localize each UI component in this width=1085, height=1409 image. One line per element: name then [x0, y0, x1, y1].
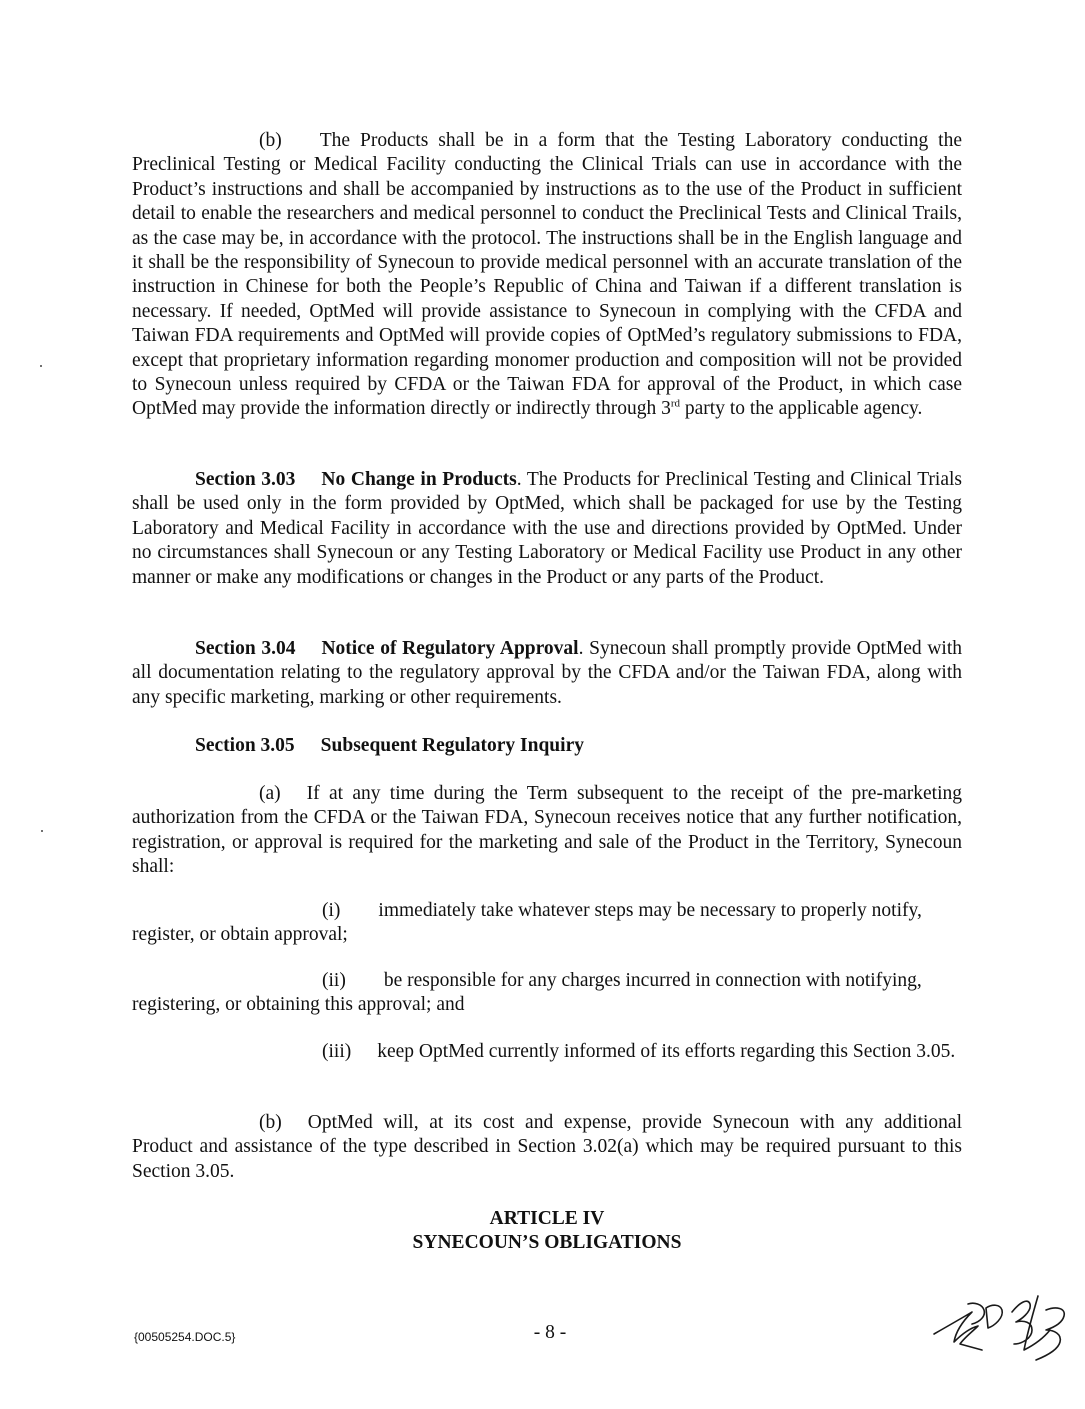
signature-stroke [1036, 1308, 1064, 1360]
section-3-03 [132, 468, 962, 590]
list-label: (iii) [322, 1041, 352, 1062]
section-title: Subsequent Regulatory Inquiry [320, 735, 584, 756]
paragraph-text: keep OptMed currently informed of its efforts regarding this Section 3.05. [377, 1041, 956, 1062]
list-label: (b) [259, 1112, 282, 1133]
paragraph-3-02-b [132, 129, 962, 422]
list-label: (b) [259, 130, 282, 151]
signature-stroke [1012, 1301, 1032, 1344]
signature-stroke [986, 1305, 1002, 1328]
section-title: No Change in Products [321, 469, 517, 490]
paragraph-text-tail: party to the applicable agency. [680, 398, 923, 420]
article-title: SYNECOUN’S OBLIGATIONS [412, 1232, 682, 1254]
list-label: (i) [322, 900, 341, 921]
list-label: (a) [259, 783, 281, 804]
paragraph-3-05-a [132, 782, 962, 880]
section-3-05-heading [132, 734, 962, 758]
section-3-04 [132, 637, 962, 710]
section-number: Section 3.03 [195, 469, 296, 490]
article-number: ARTICLE IV [489, 1208, 605, 1229]
paragraph-text: The Products shall be in a form that the Testing Laboratory conducting the Preclinical Testing or Medical Facility conducting the Clinical Trials can use in accordance with the Product’s instructions and shall be accompanied by instructions as to the use of the Product in sufficient detail to enable the researchers and medical personnel to conduct the Preclinical Tests and Clinical Trails, as the case may be, in accordance with the protocol. The instructions shall be in the English language and it shall be the responsibility of Synecoun to provide medical personnel with an accurate translation of the instruction in Chinese for both the People’s Republic of China and Taiwan if a different translation is necessary. If needed, OptMed will provide assistance to Synecoun in complying with the CFDA and Taiwan FDA requirements and OptMed will provide copies of OptMed’s regulatory submissions to FDA, except that proprietary information regarding monomer production and composition will not be provided to Synecoun unless required by CFDA or the Taiwan FDA for approval of the Product, in which case OptMed may provide the information directly or indirectly through 3 [132, 130, 962, 420]
paragraph-3-05-a-ii [132, 969, 962, 1018]
document-reference: {00505254.DOC.5} [134, 1330, 236, 1344]
paragraph-text: be responsible for any charges incurred in connection with notifying, registering, or obtaining this approval; and [132, 970, 922, 1016]
scan-artifact [40, 365, 42, 367]
paragraph-text: immediately take whatever steps may be necessary to properly notify, register, or obtain approval; [132, 900, 922, 946]
page-number: - 8 - [533, 1322, 567, 1343]
list-label: (ii) [322, 970, 346, 991]
section-number: Section 3.04 [195, 638, 296, 659]
paragraph-text: OptMed will, at its cost and expense, provide Synecoun with any additional Product and assistance of the type described in Section 3.02(a) which may be required pursuant to this Section 3.05. [132, 1112, 962, 1182]
section-number: Section 3.05 [195, 735, 295, 756]
paragraph-3-05-a-i [132, 899, 962, 948]
signature-stroke [934, 1312, 982, 1350]
paragraph-text: If at any time during the Term subsequent to the receipt of the pre-marketing authorization from the CFDA or the Taiwan FDA, Synecoun receives notice that any further notification, registration, or approval is required for the marketing and sale of the Product in the Territory, Synecoun shall: [132, 783, 962, 878]
article-heading [132, 1207, 962, 1256]
section-body: . The Products for Preclinical Testing and Clinical Trials shall be used only in the form provided by OptMed, which shall be packaged for use by the Testing Laboratory and Medical Facility in accordance with the use and directions provided by OptMed. Under no circumstances shall Synecoun or any Testing Laboratory or Medical Facility use Product in any other manner or make any modifications or changes in the Product or any parts of the Product. [132, 469, 962, 588]
initials-signature [928, 1290, 1078, 1380]
paragraph-3-05-a-iii [132, 1040, 962, 1064]
section-body: . Synecoun shall promptly provide OptMed with all documentation relating to the regulatory approval by the CFDA and/or the Taiwan FDA, along with any specific marketing, marking or other requirements. [132, 638, 962, 708]
superscript: rd [670, 397, 681, 410]
scan-artifact [41, 830, 43, 832]
section-title: Notice of Regulatory Approval [321, 638, 579, 659]
paragraph-3-05-b [132, 1111, 962, 1184]
